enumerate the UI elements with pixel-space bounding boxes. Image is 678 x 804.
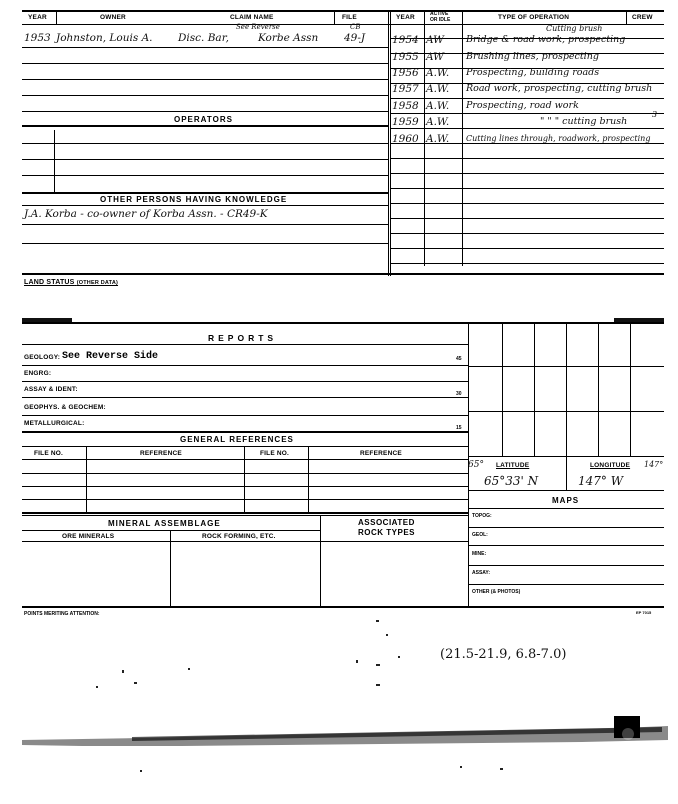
divider: [462, 10, 463, 266]
op-year: 1957: [392, 83, 419, 95]
divider: [424, 10, 425, 266]
operators-rule: [22, 125, 388, 127]
associated-label: ASSOCIATED: [358, 518, 415, 527]
rule: [22, 431, 468, 433]
rule: [22, 499, 468, 500]
divider: [308, 446, 309, 512]
rule: [22, 530, 320, 531]
rule: [22, 365, 468, 366]
rule: [22, 243, 388, 244]
rule: [22, 111, 388, 112]
rule: [468, 584, 664, 585]
land-status-text: LAND STATUS: [24, 279, 75, 286]
form-number: EP 7015: [636, 610, 652, 615]
rule: [22, 63, 388, 64]
op-status: A.W.: [426, 67, 450, 79]
points-meriting-label: POINTS MERITING ATTENTION:: [24, 611, 100, 617]
op-type: " " " cutting brush: [540, 116, 628, 127]
rule: [390, 233, 664, 234]
map-row-label: MINE:: [472, 551, 487, 557]
rule: [468, 508, 664, 509]
op-type: Bridge & road work, prospecting: [466, 34, 626, 45]
rule: [22, 47, 388, 48]
ref-col-reference: REFERENCE: [140, 450, 182, 457]
rule: [390, 188, 664, 189]
rule: [22, 95, 388, 96]
op-year: 1956: [392, 67, 419, 79]
rule: [468, 565, 664, 566]
rule: [22, 415, 468, 416]
reports-top-border: [22, 322, 664, 324]
rule: [468, 545, 664, 546]
report-label: ASSAY & IDENT:: [24, 386, 78, 393]
map-row-label: ASSAY:: [472, 570, 491, 576]
header-file: FILE: [342, 14, 357, 21]
operators-label: OPERATORS: [174, 115, 233, 124]
rule: [390, 173, 664, 174]
rule: [390, 263, 664, 264]
rule: [468, 490, 664, 491]
op-year: 1958: [392, 100, 419, 112]
owner-entry-file: 49-J: [344, 32, 366, 44]
rule: [22, 175, 388, 176]
rule: [22, 486, 468, 487]
op-status: A.W.: [426, 116, 450, 128]
op-type: Prospecting, road work: [466, 100, 579, 111]
map-row-label: OTHER (& PHOTOS): [472, 589, 521, 595]
op-status: A.W.: [426, 133, 450, 145]
rule: [390, 203, 664, 204]
rule: [22, 473, 468, 474]
rock-forming-label: ROCK FORMING, ETC.: [202, 533, 276, 540]
report-num: 15: [456, 425, 462, 431]
op-note: Cutting brush: [546, 24, 603, 33]
report-label: ENGRG:: [24, 370, 52, 377]
header-crew: CREW: [632, 14, 653, 21]
op-type: Brushing lines, prospecting: [466, 51, 599, 62]
divider: [54, 130, 55, 192]
rule: [22, 541, 468, 542]
grid-line: [502, 322, 503, 456]
map-row-label: GEOL:: [472, 532, 488, 538]
rule: [22, 397, 468, 398]
op-note: 3: [652, 110, 658, 119]
rock-types-label: ROCK TYPES: [358, 528, 416, 537]
grid-line: [598, 322, 599, 456]
rule: [22, 459, 468, 460]
report-value: See Reverse Side: [62, 351, 159, 362]
longitude-label: LONGITUDE: [590, 462, 631, 469]
rule: [22, 159, 388, 160]
ref-col-reference-2: REFERENCE: [360, 450, 402, 457]
divider: [56, 10, 57, 24]
op-status: A.W.: [426, 83, 450, 95]
op-status: A.W.: [426, 100, 450, 112]
other-persons-rule: [22, 192, 388, 194]
rule: [22, 205, 388, 206]
op-year: 1959: [392, 116, 419, 128]
lat-prefix: 65°: [468, 460, 484, 470]
header-or-idle: OR IDLE: [430, 17, 451, 23]
reports-bottom-border: [22, 606, 664, 608]
report-label: GEOPHYS. & GEOCHEM:: [24, 404, 106, 411]
op-status: AW: [426, 51, 444, 63]
header-claim-name: CLAIM NAME: [230, 14, 274, 21]
center-divider: [388, 10, 389, 276]
scan-band: [22, 716, 668, 756]
rule: [22, 512, 468, 514]
rule: [22, 224, 388, 225]
rule: [390, 113, 664, 114]
divider: [86, 446, 87, 512]
grid-line: [468, 366, 664, 367]
divider: [626, 10, 627, 24]
op-type: Road work, prospecting, cutting brush: [466, 83, 653, 94]
grid-line: [566, 322, 567, 456]
rule: [390, 98, 664, 99]
ref-col-file-no: FILE NO.: [34, 450, 64, 457]
latitude-value: 65°33' N: [484, 474, 539, 488]
rule: [22, 446, 468, 447]
header-year: YEAR: [28, 14, 47, 21]
rule: [390, 158, 664, 159]
rule: [22, 79, 388, 80]
header-owner: OWNER: [100, 14, 126, 21]
grid-line: [468, 411, 664, 412]
rule: [22, 515, 468, 516]
header-year-ops: YEAR: [396, 14, 415, 21]
divider: [320, 515, 321, 606]
land-status-sub: (OTHER DATA): [76, 280, 119, 286]
rule: [22, 143, 388, 144]
owner-entry-year: 1953: [24, 32, 51, 44]
points-note: (21.5-21.9, 6.8-7.0): [440, 647, 567, 662]
op-type: Prospecting, building roads: [466, 67, 600, 78]
grid-line: [630, 322, 631, 456]
general-references-title: GENERAL REFERENCES: [180, 435, 294, 444]
owner-entry-file-note: CB: [350, 23, 361, 31]
divider: [334, 10, 335, 24]
header-type-of-operation: TYPE OF OPERATION: [498, 14, 570, 21]
divider: [244, 446, 245, 512]
owner-entry-claim-note: See Reverse: [236, 23, 280, 31]
report-num: 30: [456, 391, 462, 397]
rule: [390, 128, 664, 129]
rule: [22, 344, 468, 345]
divider: [566, 456, 567, 490]
owner-entry-name: Johnston, Louis A.: [56, 32, 153, 44]
op-year: 1954: [392, 34, 419, 46]
op-year: 1960: [392, 133, 419, 145]
op-type: Cutting lines through, roadwork, prospecting: [466, 134, 651, 143]
maps-title: MAPS: [552, 496, 580, 505]
ore-minerals-label: ORE MINERALS: [62, 533, 115, 540]
report-label: METALLURGICAL:: [24, 420, 85, 427]
reports-title: REPORTS: [208, 333, 278, 343]
mineral-assemblage-title: MINERAL ASSEMBLAGE: [108, 519, 221, 528]
rule: [468, 527, 664, 528]
map-row-label: TOPOG:: [472, 513, 492, 519]
top-border: [22, 10, 664, 12]
other-persons-entry: J.A. Korba - co-owner of Korba Assn. - CR49-K: [24, 208, 268, 220]
other-persons-label: OTHER PERSONS HAVING KNOWLEDGE: [100, 195, 288, 204]
grid-line: [534, 322, 535, 456]
ref-col-file-no-2: FILE NO.: [260, 450, 290, 457]
long-suffix: 147°: [644, 460, 664, 469]
report-num: 45: [456, 356, 462, 362]
header-active: ACTIVE: [430, 11, 449, 17]
rule: [22, 381, 468, 382]
rule: [390, 248, 664, 249]
op-status: AW: [426, 34, 444, 46]
top-section-bottom: [22, 273, 664, 275]
rule: [390, 218, 664, 219]
longitude-value: 147° W: [578, 474, 624, 488]
land-status-label: [24, 279, 118, 286]
latitude-label: LATITUDE: [496, 462, 530, 469]
op-year: 1955: [392, 51, 419, 63]
divider: [170, 530, 171, 606]
report-label: GEOLOGY:: [24, 354, 61, 361]
owner-entry-claim: Korbe Assn: [258, 32, 319, 44]
owner-entry-claim-prefix: Disc. Bar,: [178, 32, 229, 44]
